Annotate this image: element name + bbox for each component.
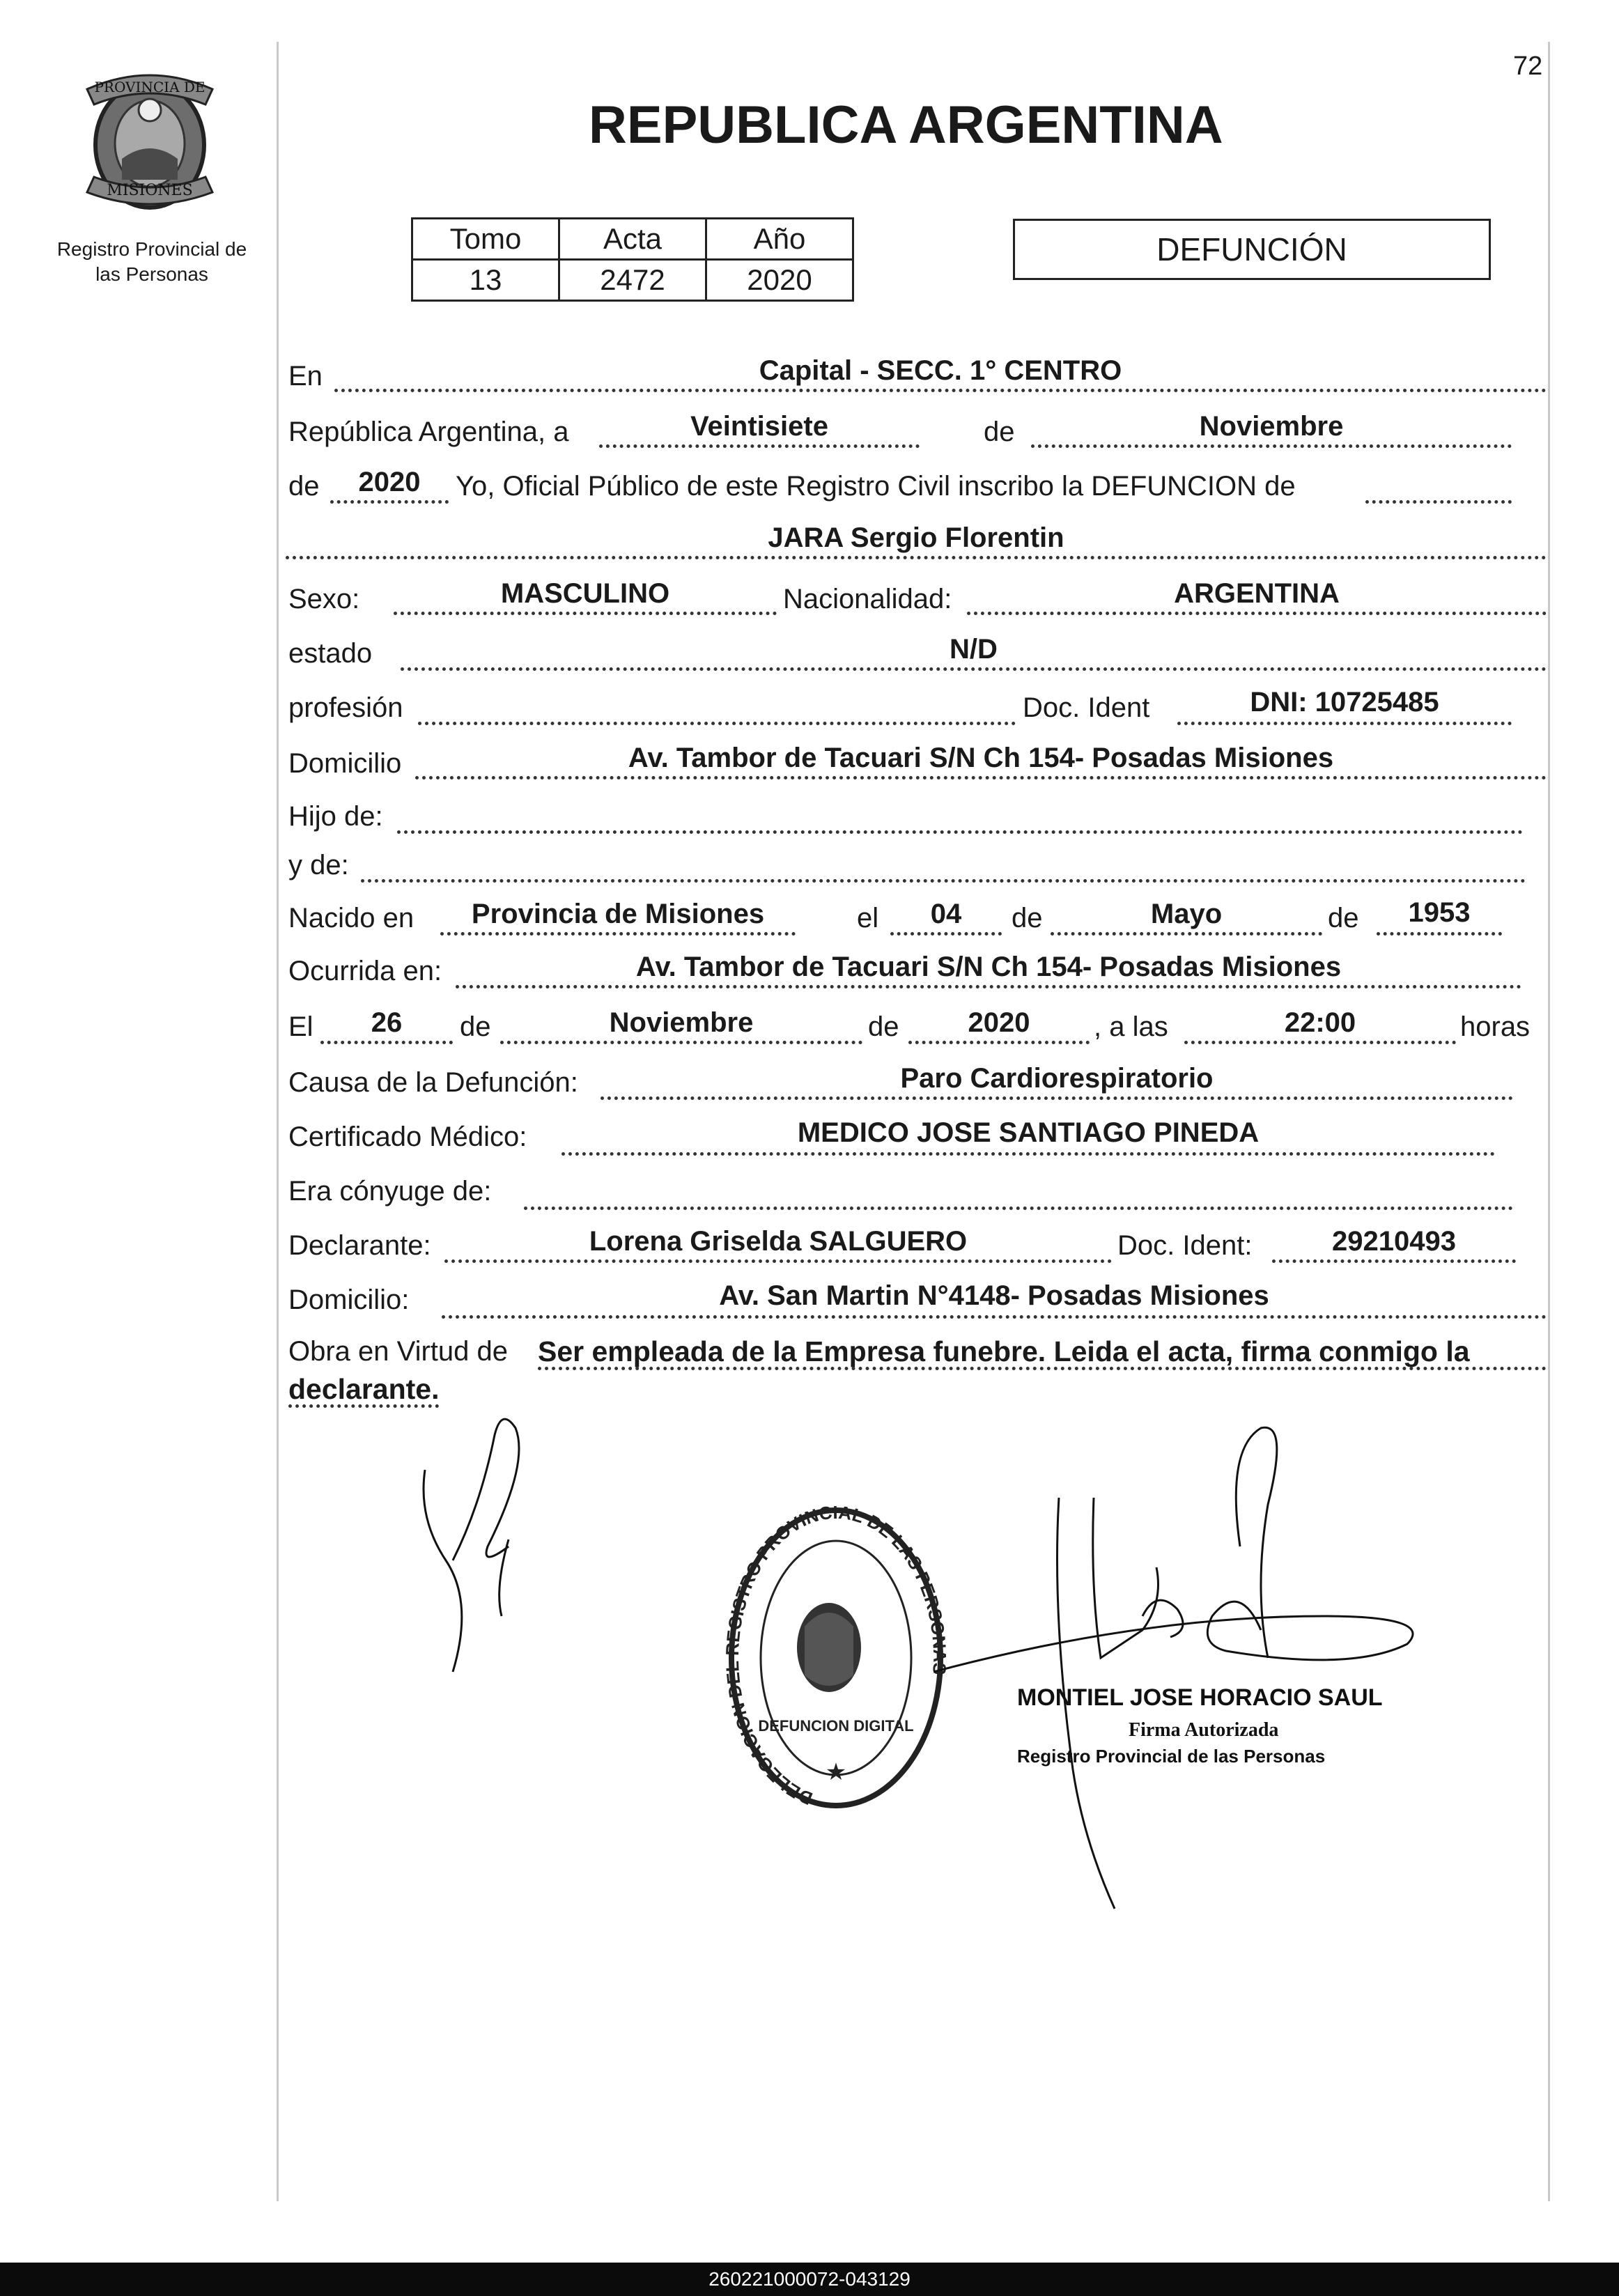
declarante-label: Declarante: [288,1230,431,1261]
table-header-anio: Año [706,219,853,260]
dotted-line [1272,1259,1516,1263]
def-hora: 22:00 [1284,1007,1356,1038]
page-number: 72 [1513,52,1543,81]
nacido-dia: 04 [930,899,962,929]
certificado-label: Certificado Médico: [288,1122,527,1152]
dotted-line [334,389,1547,392]
dotted-line [444,1259,1112,1263]
dotted-line [397,830,1523,834]
dotted-line [601,1096,1513,1100]
el-label: el [857,903,879,933]
en-label: En [288,361,323,391]
nacido-lugar: Provincia de Misiones [471,899,765,929]
republica-label: República Argentina, a [288,417,569,447]
dotted-line [1377,932,1502,936]
dotted-line [415,776,1547,779]
sexo-label: Sexo: [288,584,360,614]
declaration-text: Yo, Oficial Público de este Registro Civil inscribo la DEFUNCION de [456,471,1296,502]
nacido-anio: 1953 [1408,897,1471,928]
en-value: Capital - SECC. 1° CENTRO [759,355,1122,386]
dotted-line [1184,1041,1456,1044]
obra-value-line2: declarante. [288,1373,440,1405]
dotted-line [442,1315,1547,1319]
dotted-line [394,612,777,615]
dotted-line [286,556,1547,559]
official-stamp-title: Firma Autorizada [1129,1719,1279,1741]
dotted-line [456,985,1521,988]
hijo-label: Hijo de: [288,801,383,832]
ocurrida-label: Ocurrida en: [288,956,442,986]
de-label: de [1328,903,1359,933]
record-table [411,217,854,302]
emblem-bottom-text: MISIONES [107,182,193,199]
el-cap-label: El [288,1011,313,1042]
country-title: REPUBLICA ARGENTINA [589,95,1223,155]
sexo-value: MASCULINO [500,578,670,609]
def-mes: Noviembre [609,1007,754,1038]
domicilio2-label: Domicilio: [288,1285,410,1315]
domicilio-value: Av. Tambor de Tacuari S/N Ch 154- Posadas Misiones [628,743,1334,773]
official-seal [725,1501,947,1829]
day-words: Veintisiete [690,411,828,442]
def-anio: 2020 [968,1007,1030,1038]
dotted-line [330,500,449,504]
deceased-name: JARA Sergio Florentin [768,522,1064,553]
month-words: Noviembre [1199,411,1344,442]
dotted-line [1031,444,1512,448]
dotted-line [561,1152,1495,1156]
official-stamp-office: Registro Provincial de las Personas [1017,1746,1326,1767]
table-header-tomo: Tomo [412,219,559,260]
causa-value: Paro Cardiorespiratorio [900,1063,1214,1094]
dotted-line [1365,500,1512,504]
table-header-acta: Acta [559,219,706,260]
domicilio2-value: Av. San Martin N°4148- Posadas Misiones [719,1280,1269,1311]
footer-code: 260221000072-043129 [0,2263,1619,2296]
ocurrida-value: Av. Tambor de Tacuari S/N Ch 154- Posadas Misiones [635,952,1342,982]
de-label: de [1012,903,1043,933]
table-value-anio: 2020 [706,260,853,301]
nacido-mes: Mayo [1150,899,1223,929]
de-label: de [868,1011,899,1042]
document-type-box: DEFUNCIÓN [1013,219,1491,280]
dotted-line [361,879,1526,883]
profesion-label: profesión [288,692,403,723]
obra-value-line1: Ser empleada de la Empresa funebre. Leida el acta, firma conmigo la [538,1335,1470,1367]
right-margin-line [1548,42,1550,2201]
dotted-line [967,612,1547,615]
year-value: 2020 [358,467,421,497]
a-las-label: , a las [1094,1011,1168,1042]
provincial-emblem [73,61,226,215]
official-stamp-name: MONTIEL JOSE HORACIO SAUL [1017,1684,1383,1711]
emblem-top-text: PROVINCIA DE [94,79,206,95]
causa-label: Causa de la Defunción: [288,1067,578,1098]
horas-label: horas [1460,1011,1531,1042]
nacionalidad-label: Nacionalidad: [783,584,952,614]
certificado-value: MEDICO JOSE SANTIAGO PINEDA [797,1117,1260,1148]
dotted-line [524,1207,1513,1210]
estado-value: N/D [950,634,998,665]
doc-ident2-value: 29210493 [1332,1226,1456,1257]
dotted-line [538,1367,1547,1370]
doc-ident2-label: Doc. Ident: [1117,1230,1253,1261]
dotted-line [599,444,920,448]
dotted-line [1051,932,1322,936]
estado-label: estado [288,638,373,669]
conyuge-label: Era cónyuge de: [288,1176,492,1207]
dotted-line [440,932,796,936]
nacido-label: Nacido en [288,903,415,933]
dotted-line [401,667,1547,671]
nacionalidad-value: ARGENTINA [1174,578,1340,609]
obra-label: Obra en Virtud de [288,1336,509,1367]
declarante-value: Lorena Griselda SALGUERO [589,1226,968,1257]
dotted-line [500,1041,862,1044]
dotted-line [418,722,1016,725]
registry-line-1: Registro Provincial de [56,238,247,260]
left-margin-line [277,42,279,2201]
de-label: de [288,471,320,502]
table-value-acta: 2472 [559,260,706,301]
de-label: de [984,417,1015,447]
domicilio-label: Domicilio [288,748,402,779]
declarant-signature [404,1407,564,1700]
official-signature [934,1407,1435,1923]
dotted-line [320,1041,453,1044]
doc-ident-label: Doc. Ident [1023,692,1150,723]
y-de-label: y de: [288,850,349,881]
dotted-line [908,1041,1090,1044]
seal-inner-text: DEFUNCION DIGITAL [758,1717,914,1735]
def-dia: 26 [371,1007,403,1038]
seal-ring-text: DELEGACION D EGISTRO PROVINCIAL DE LAS PERSO [725,1501,947,1810]
de-label: de [460,1011,491,1042]
registry-line-2: las Personas [95,263,208,285]
dotted-line [1177,722,1512,725]
table-value-tomo: 13 [412,260,559,301]
doc-ident-value: DNI: 10725485 [1250,687,1439,718]
seal-star-icon: ★ [825,1759,847,1785]
dotted-line [890,932,1002,936]
